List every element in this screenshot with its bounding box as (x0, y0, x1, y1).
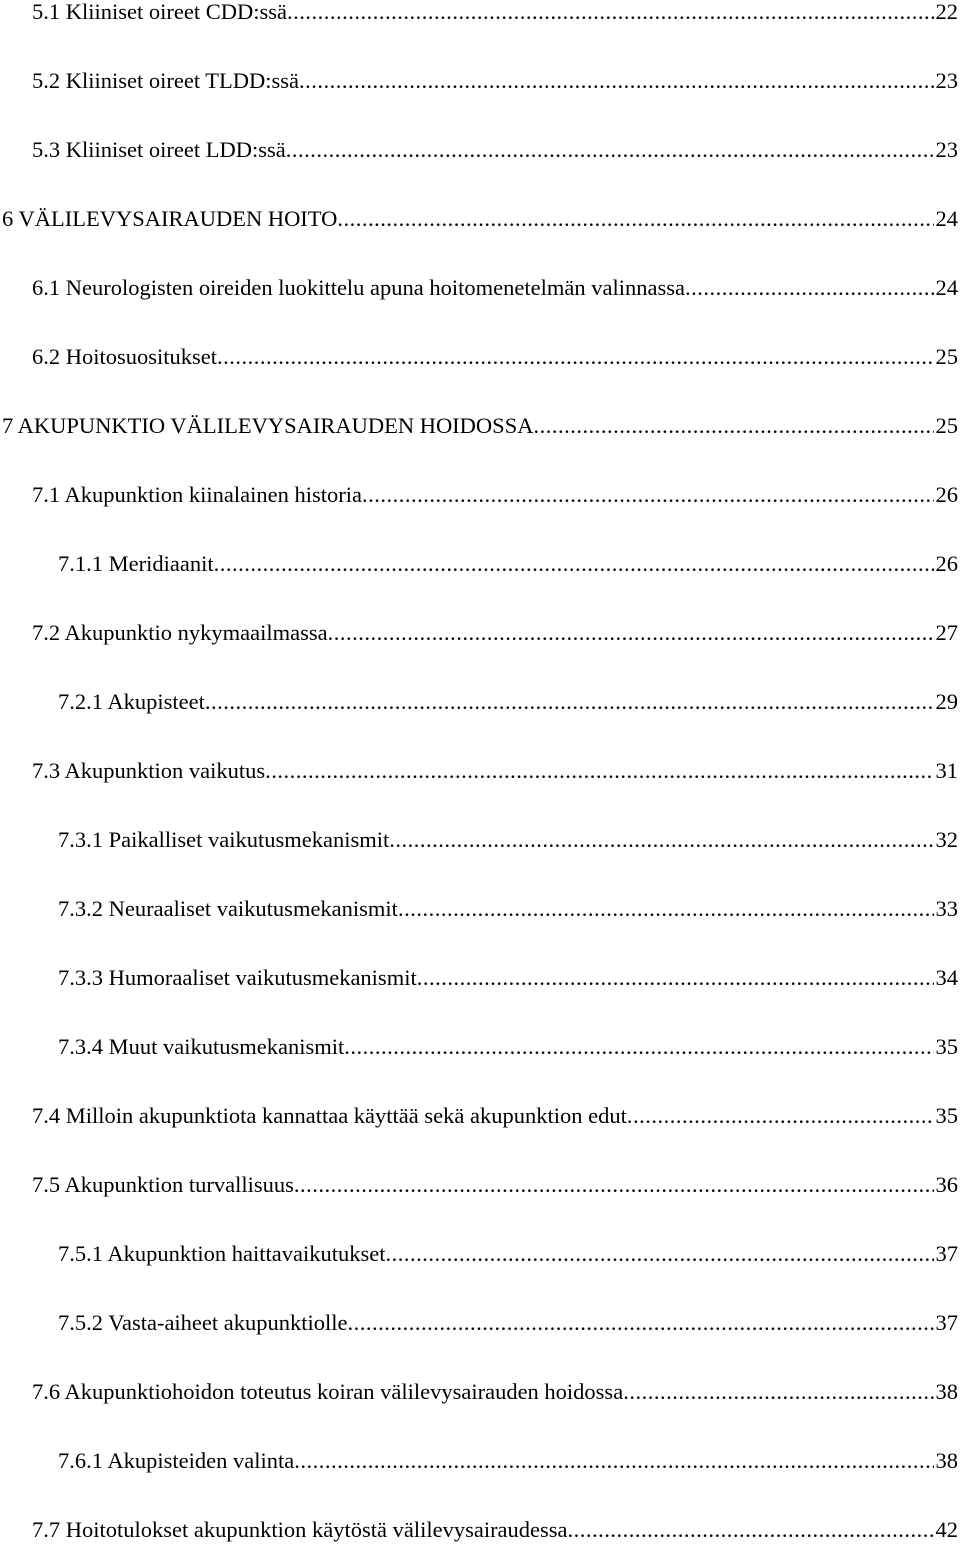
toc-entry[interactable] (2, 202, 958, 236)
toc-entry-title: 7.5.1 Akupunktion haittavaikutukset (58, 1241, 386, 1266)
toc-entry[interactable] (58, 823, 958, 857)
toc-dot-leader (265, 754, 933, 788)
toc-dot-leader (417, 961, 934, 995)
toc-entry[interactable] (32, 133, 958, 167)
toc-dot-leader (389, 823, 933, 857)
toc-dot-leader (685, 271, 934, 305)
toc-entry[interactable] (2, 409, 958, 443)
toc-entry-title: 5.1 Kliiniset oireet CDD:ssä (32, 0, 287, 24)
toc-entry-title: 7.2 Akupunktio nykymaailmassa (32, 620, 328, 645)
toc-entry[interactable] (32, 1375, 958, 1409)
toc-page-number: 25 (935, 344, 958, 369)
toc-entry-title: 6 VÄLILEVYSAIRAUDEN HOITO (2, 206, 338, 231)
toc-page-number: 27 (935, 620, 958, 645)
toc-dot-leader (294, 1444, 933, 1478)
toc-entry[interactable] (32, 616, 958, 650)
toc-entry[interactable] (58, 1030, 958, 1064)
toc-dot-leader (217, 340, 933, 374)
toc-entry[interactable] (58, 1444, 958, 1478)
toc-dot-leader (385, 1237, 933, 1271)
toc-entry[interactable] (32, 0, 958, 29)
toc-dot-leader (344, 1030, 933, 1064)
toc-entry-title: 7.6.1 Akupisteiden valinta (58, 1448, 295, 1473)
toc-entry-title: 6.2 Hoitosuositukset (32, 344, 218, 369)
toc-dot-leader (214, 547, 934, 581)
toc-page-number: 24 (935, 206, 958, 231)
toc-dot-leader (623, 1375, 933, 1409)
toc-dot-leader (294, 1168, 934, 1202)
toc-entry-title: 7.3.2 Neuraaliset vaikutusmekanismit (58, 896, 398, 921)
toc-entry-title: 7.4 Milloin akupunktiota kannattaa käyttää sekä akupunktion edut (32, 1103, 627, 1128)
toc-entry-title: 6.1 Neurologisten oireiden luokittelu apuna hoitomenetelmän valinnassa (32, 275, 685, 300)
toc-entry-title: 7 AKUPUNKTIO VÄLILEVYSAIRAUDEN HOIDOSSA (2, 413, 534, 438)
toc-page-number: 25 (935, 413, 958, 438)
toc-entry-title: 7.7 Hoitotulokset akupunktion käytöstä välilevysairaudessa (32, 1517, 568, 1542)
toc-dot-leader (337, 202, 933, 236)
toc-dot-leader (205, 685, 934, 719)
toc-dot-leader (328, 616, 934, 650)
toc-entry[interactable] (32, 271, 958, 305)
toc-entry-title: 7.5 Akupunktion turvallisuus (32, 1172, 294, 1197)
toc-entry-title: 7.3 Akupunktion vaikutus (32, 758, 266, 783)
toc-dot-leader (533, 409, 933, 443)
toc-page-number: 32 (935, 827, 958, 852)
toc-dot-leader (398, 892, 934, 926)
toc-page-number: 37 (935, 1241, 958, 1266)
toc-entry[interactable] (58, 547, 958, 581)
toc-entry-title: 5.2 Kliiniset oireet TLDD:ssä (32, 68, 300, 93)
toc-entry[interactable] (58, 1306, 958, 1340)
toc-entry[interactable] (58, 961, 958, 995)
toc-page-number: 23 (935, 137, 958, 162)
toc-dot-leader (348, 1306, 934, 1340)
toc-entry-title: 7.6 Akupunktiohoidon toteutus koiran välilevysairauden hoidossa (32, 1379, 624, 1404)
toc-dot-leader (627, 1099, 934, 1133)
toc-entry-title: 7.3.1 Paikalliset vaikutusmekanismit (58, 827, 390, 852)
toc-page-number: 26 (935, 551, 958, 576)
toc-entry[interactable] (58, 892, 958, 926)
toc-entry[interactable] (32, 1099, 958, 1133)
toc-entry-title: 7.2.1 Akupisteet (58, 689, 205, 714)
toc-page-number: 31 (935, 758, 958, 783)
toc-dot-leader (287, 0, 934, 29)
toc-dot-leader (286, 133, 934, 167)
toc-page-number: 42 (935, 1517, 958, 1542)
toc-page-number: 35 (935, 1034, 958, 1059)
toc-page-number: 38 (935, 1448, 958, 1473)
toc-page-number: 23 (935, 68, 958, 93)
toc-dot-leader (362, 478, 934, 512)
toc-entry[interactable] (32, 340, 958, 374)
toc-page-number: 24 (935, 275, 958, 300)
toc-entry-title: 5.3 Kliiniset oireet LDD:ssä (32, 137, 286, 162)
toc-entry-title: 7.3.3 Humoraaliset vaikutusmekanismit (58, 965, 417, 990)
toc-entry[interactable] (58, 685, 958, 719)
toc-entry-title: 7.1 Akupunktion kiinalainen historia (32, 482, 362, 507)
toc-entry[interactable] (32, 64, 958, 98)
toc-entry-title: 7.5.2 Vasta-aiheet akupunktiolle (58, 1310, 348, 1335)
toc-entry[interactable] (32, 1168, 958, 1202)
toc-entry[interactable] (32, 1513, 958, 1547)
toc-page-number: 35 (935, 1103, 958, 1128)
toc-entry-title: 7.3.4 Muut vaikutusmekanismit (58, 1034, 345, 1059)
toc-page-number: 38 (935, 1379, 958, 1404)
toc-dot-leader (568, 1513, 934, 1547)
toc-page-number: 37 (935, 1310, 958, 1335)
toc-entry-title: 7.1.1 Meridiaanit (58, 551, 214, 576)
toc-dot-leader (299, 64, 933, 98)
toc-page-number: 29 (935, 689, 958, 714)
toc-entry[interactable] (58, 1237, 958, 1271)
toc-page-number: 36 (935, 1172, 958, 1197)
toc-page-number: 26 (935, 482, 958, 507)
toc-page-number: 34 (935, 965, 958, 990)
toc-page-number: 22 (935, 0, 958, 24)
toc-entry[interactable] (32, 754, 958, 788)
toc-entry[interactable] (32, 478, 958, 512)
toc-page-number: 33 (935, 896, 958, 921)
